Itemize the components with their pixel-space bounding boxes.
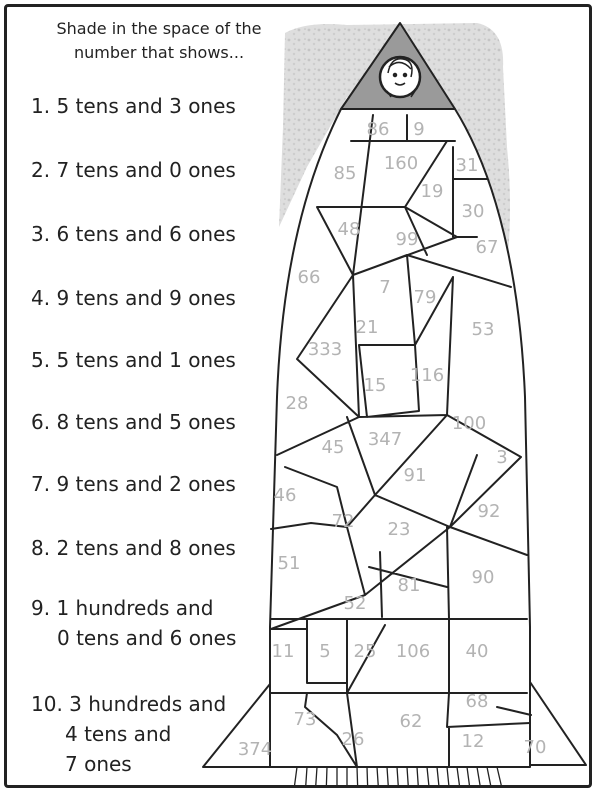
rocket-region-number[interactable]: 70 xyxy=(523,737,547,758)
question-8 xyxy=(31,533,236,563)
rocket-region-number[interactable]: 7 xyxy=(379,277,391,298)
rocket-region-number[interactable]: 85 xyxy=(333,163,357,184)
rocket-region-number[interactable]: 51 xyxy=(277,553,301,574)
question-line: 1. 5 tens and 3 ones xyxy=(31,94,236,118)
rocket-region-number[interactable]: 333 xyxy=(307,339,343,360)
question-line: 9. 1 hundreds and xyxy=(31,596,214,620)
question-line: 6. 8 tens and 5 ones xyxy=(31,410,236,434)
rocket-region-number[interactable]: 374 xyxy=(237,739,273,760)
rocket-region-number[interactable]: 15 xyxy=(363,375,387,396)
question-7 xyxy=(31,469,236,499)
rocket-region-number[interactable]: 160 xyxy=(383,153,419,174)
rocket-region-number[interactable]: 48 xyxy=(337,219,361,240)
question-line: 2. 7 tens and 0 ones xyxy=(31,158,236,182)
rocket-region-number[interactable]: 5 xyxy=(319,641,331,662)
rocket-region-number[interactable]: 67 xyxy=(475,237,499,258)
rocket-region-number[interactable]: 9 xyxy=(413,119,425,140)
question-line: 4 tens and xyxy=(65,722,172,746)
rocket-region-number[interactable]: 62 xyxy=(399,711,423,732)
rocket-region-number[interactable]: 66 xyxy=(297,267,321,288)
question-line: 10. 3 hundreds and xyxy=(31,692,227,716)
rocket-region-number[interactable]: 91 xyxy=(403,465,427,486)
rocket-region-number[interactable]: 79 xyxy=(413,287,437,308)
question-6 xyxy=(31,407,236,437)
rocket-region-number[interactable]: 86 xyxy=(366,119,390,140)
rocket-region-number[interactable]: 30 xyxy=(461,201,485,222)
question-line: 7. 9 tens and 2 ones xyxy=(31,472,236,496)
rocket-region-number[interactable]: 99 xyxy=(395,229,419,250)
question-2 xyxy=(31,155,236,185)
rocket-region-number[interactable]: 21 xyxy=(355,317,379,338)
question-1 xyxy=(31,91,236,121)
rocket-region-number[interactable]: 40 xyxy=(465,641,489,662)
rocket-region-number[interactable]: 28 xyxy=(285,393,309,414)
question-5 xyxy=(31,345,236,375)
rocket-puzzle xyxy=(7,7,592,788)
rocket-region-number[interactable]: 11 xyxy=(271,641,295,662)
rocket-region-number[interactable]: 23 xyxy=(387,519,411,540)
rocket-region-number[interactable]: 31 xyxy=(455,155,479,176)
rocket-region-number[interactable]: 116 xyxy=(409,365,445,386)
question-line: 7 ones xyxy=(65,752,132,776)
question-9 xyxy=(31,593,236,653)
rocket-region-number[interactable]: 45 xyxy=(321,437,345,458)
question-line: 8. 2 tens and 8 ones xyxy=(31,536,236,560)
rocket-region-number[interactable]: 106 xyxy=(395,641,431,662)
rocket-region-number[interactable]: 72 xyxy=(331,511,355,532)
question-line: 3. 6 tens and 6 ones xyxy=(31,222,236,246)
question-10 xyxy=(31,689,226,779)
rocket-region-number[interactable]: 68 xyxy=(465,691,489,712)
question-line: 0 tens and 6 ones xyxy=(57,626,237,650)
question-3 xyxy=(31,219,236,249)
exhaust-streaks xyxy=(293,767,504,788)
rocket-region-number[interactable]: 73 xyxy=(293,709,317,730)
rocket-region-number[interactable]: 3 xyxy=(496,447,508,468)
question-4 xyxy=(31,283,236,313)
rocket-region-number[interactable]: 90 xyxy=(471,567,495,588)
rocket-region-number[interactable]: 92 xyxy=(477,501,501,522)
rocket-region-number[interactable]: 81 xyxy=(397,575,421,596)
rocket-region-number[interactable]: 52 xyxy=(343,593,367,614)
instructions: Shade in the space of the number that shows... xyxy=(56,19,262,62)
rocket-region-number[interactable]: 347 xyxy=(367,429,403,450)
question-line: 4. 9 tens and 9 ones xyxy=(31,286,236,310)
rocket-region-number[interactable]: 26 xyxy=(341,729,365,750)
question-line: 5. 5 tens and 1 ones xyxy=(31,348,236,372)
rocket-region-number[interactable]: 25 xyxy=(353,641,377,662)
rocket-region-number[interactable]: 19 xyxy=(420,181,444,202)
rocket-region-number[interactable]: 46 xyxy=(273,485,297,506)
worksheet-frame xyxy=(4,4,592,788)
rocket-region-number[interactable]: 100 xyxy=(451,413,487,434)
rocket-region-number[interactable]: 12 xyxy=(461,731,485,752)
rocket-region-number[interactable]: 53 xyxy=(471,319,495,340)
